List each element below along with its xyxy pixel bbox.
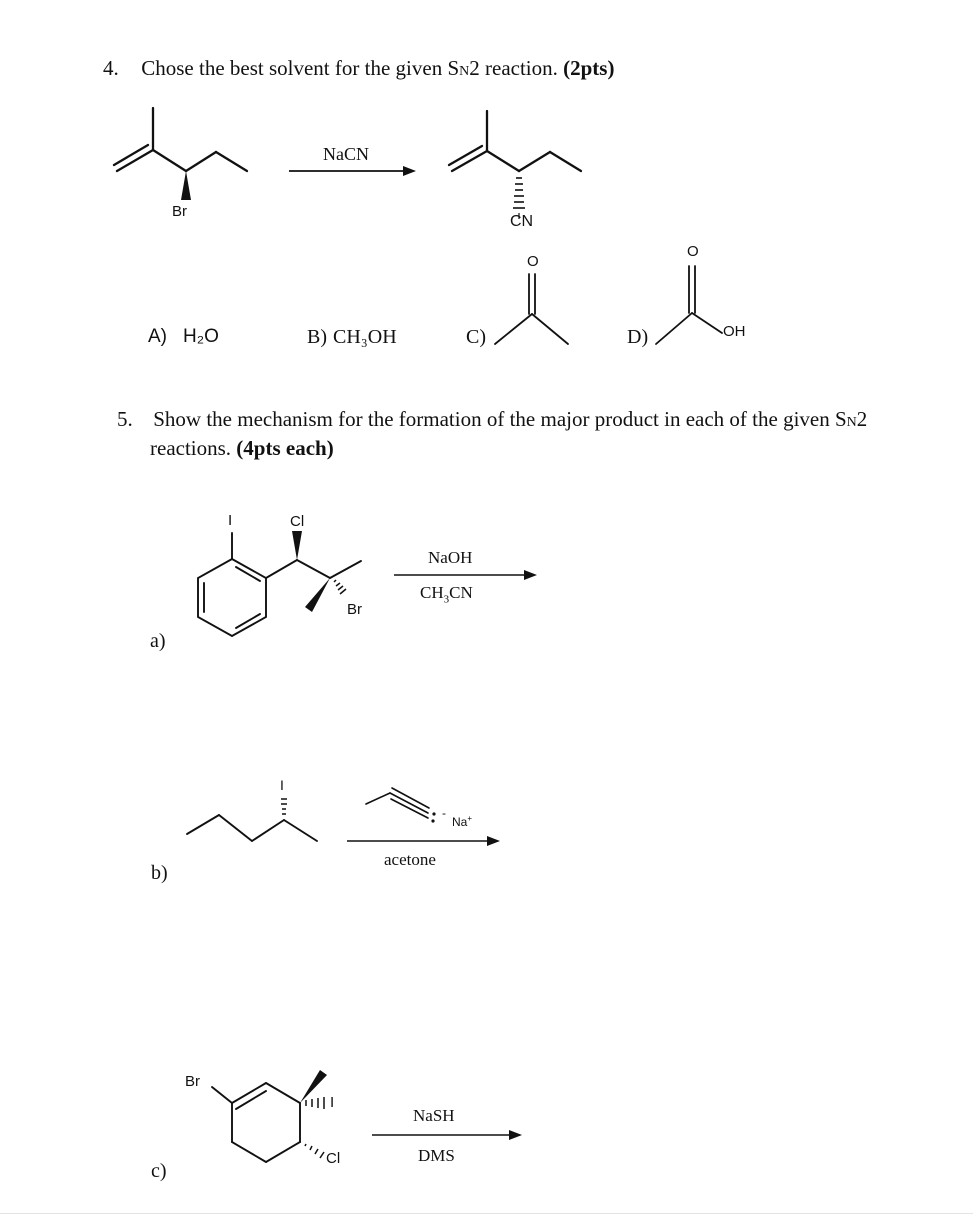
choice-c-label: C) (466, 326, 486, 348)
choice-d-label: D) (627, 326, 649, 348)
part-c-reagent-top: NaSH (413, 1106, 455, 1125)
choice-a-label: A) (148, 326, 167, 347)
part-a-iodine: I (228, 512, 233, 529)
q4-text: Chose the best solvent for the given S (141, 56, 460, 80)
part-a-reagent-ch: CH (420, 583, 444, 602)
part-a-reagent-top: NaOH (428, 548, 473, 567)
choice-d-oxygen: O (687, 243, 699, 260)
part-a-reagent-sub3: 3 (443, 593, 450, 606)
choice-d-oh: OH (723, 323, 746, 340)
part-a-chlorine: Cl (290, 513, 305, 530)
part-c-label: c) (151, 1160, 167, 1182)
part-c-chlorine: Cl (326, 1150, 341, 1167)
q4-reactant-br: Br (172, 203, 187, 220)
q5-sub-n: N (846, 415, 857, 430)
q5-line2: reactions. (150, 436, 232, 460)
part-c-bromine: Br (185, 1073, 200, 1090)
q4-points: (2pts) (563, 56, 615, 80)
q4-sub-n: N (459, 64, 470, 79)
part-b-label: b) (151, 862, 168, 884)
part-a-bromine: Br (347, 601, 362, 618)
part-b-anion-charge: - (442, 806, 446, 820)
q4-number: 4. (103, 56, 119, 80)
choice-a-text: H₂O (183, 326, 219, 347)
part-c-iodine: I (330, 1094, 335, 1111)
part-a-reagent-cn: CN (449, 583, 473, 602)
part-a-label: a) (150, 630, 166, 652)
q4-product-cn: CN (510, 213, 534, 230)
part-b-na: Na (452, 815, 468, 829)
q5-points: (4pts each) (236, 436, 334, 460)
choice-b-text: CH₃OH (333, 326, 397, 348)
q5-number: 5. (117, 407, 133, 431)
q4-text-end: 2 reaction. (469, 56, 558, 80)
choice-c-oxygen: O (527, 253, 539, 270)
part-c-reagent-bottom: DMS (418, 1146, 455, 1165)
page-bottom-divider (0, 1213, 973, 1214)
q4-reagent: NaCN (323, 144, 369, 164)
part-b-iodine: I (280, 777, 284, 793)
q5-text-end: 2 (856, 407, 868, 431)
part-b-solvent: acetone (384, 850, 436, 869)
q5-text: Show the mechanism for the formation of the major product in each of the given S (153, 407, 847, 431)
choice-b-label: B) (307, 326, 327, 348)
part-b-na-charge: + (467, 814, 473, 823)
